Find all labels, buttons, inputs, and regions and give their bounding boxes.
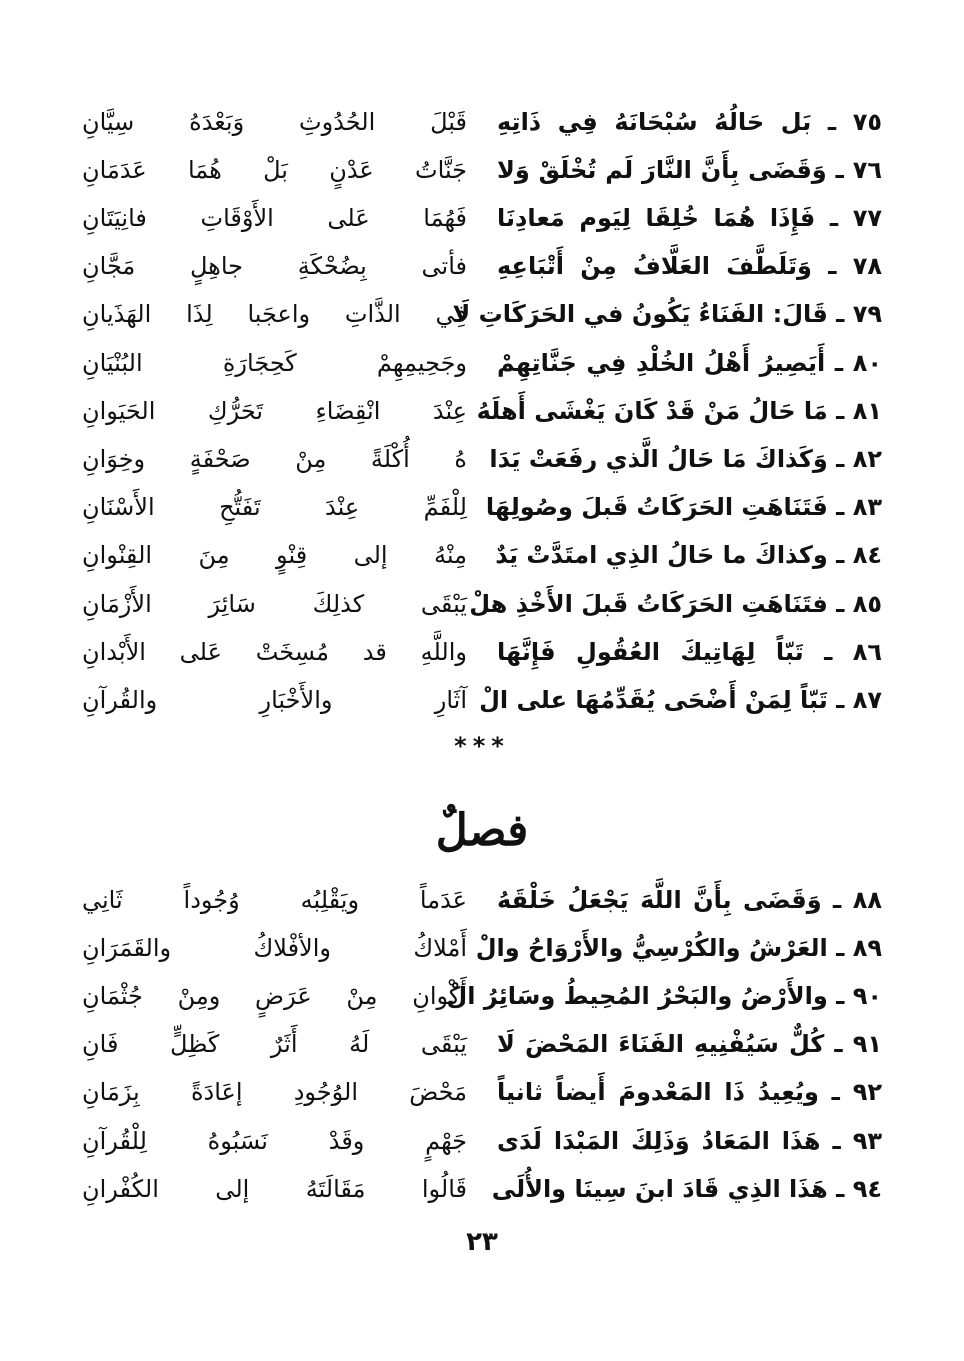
verse bbox=[82, 194, 882, 242]
verse bbox=[82, 676, 882, 724]
verse-second-hemistich: أَمْلاكُ والأفْلاكُ والقَمَرَانِ bbox=[82, 933, 467, 962]
verse-first-hemistich: ٧٨ ـ وَتَلَطَّفَ العَلَّافُ مِنْ أَتْبَاعِهِ bbox=[497, 252, 882, 281]
verse bbox=[82, 98, 882, 146]
verse-second-hemistich: مَحْضَ الوُجُودِ إعَادَةً بِزَمَانِ bbox=[82, 1078, 467, 1107]
verse-second-hemistich: قَالُوا مَقَالَتَهُ إلى الكُفْرانِ bbox=[82, 1174, 467, 1203]
verse-second-hemistich: فأتى بِضُحْكَةِ جاهِلٍ مَجَّانِ bbox=[82, 252, 467, 281]
verse-first-hemistich: ٩٢ ـ ويُعِيدُ ذَا المَعْدومَ أَيضاً ثانياً bbox=[497, 1078, 882, 1107]
verse-second-hemistich: واللَّهِ قد مُسِخَتْ عَلى الأَبْدانِ bbox=[82, 637, 467, 666]
verse bbox=[82, 387, 882, 435]
verse-first-hemistich: ٨٠ ـ أَيَصِيرُ أَهْلُ الخُلْدِ فِي جَنَّاتِهِمْ bbox=[497, 348, 882, 377]
verse-second-hemistich: آثَارِ والأَخْبَارِ والقُرآنِ bbox=[82, 685, 467, 714]
verse bbox=[82, 146, 882, 194]
verse bbox=[82, 876, 882, 924]
verse-first-hemistich: ٨٧ ـ تَبّاً لِمَنْ أَضْحَى يُقَدِّمُهَا على الْ bbox=[479, 685, 882, 714]
verse-second-hemistich: جَهْمٍ وقَدْ نَسَبُوهُ لِلْقُرآنِ bbox=[82, 1126, 467, 1155]
poem-block-top bbox=[82, 98, 882, 724]
verse-first-hemistich: ٧٩ ـ قَالَ: الفَنَاءُ يَكُونُ في الحَرَكَاتِ لَا bbox=[452, 300, 882, 329]
verse-second-hemistich: يَبْقَى لَهُ أَثَرٌ كَظِلٍّ فَانِ bbox=[82, 1030, 467, 1059]
verse bbox=[82, 580, 882, 628]
verse-first-hemistich: ٨٨ ـ وَقَضَى بِأَنَّ اللَّهَ يَجْعَلُ خَلْقَهُ bbox=[497, 885, 882, 914]
verse bbox=[82, 972, 882, 1020]
verse-first-hemistich: ٨١ ـ مَا حَالُ مَنْ قَدْ كَانَ يَغْشَى أَهلَهُ bbox=[476, 396, 882, 425]
verse-first-hemistich: ٨٥ ـ فتَنَاهَتِ الحَرَكَاتُ قَبلَ الأَخْذِ هلْ bbox=[469, 589, 882, 618]
verse-second-hemistich: هُ أُكْلَةً مِنْ صَحْفَةٍ وخِوَانِ bbox=[82, 445, 467, 473]
verse-first-hemistich: ٧٦ ـ وَقَضَى بِأَنَّ النَّارَ لَم تُخْلَقْ وَلا bbox=[497, 155, 882, 184]
verse-second-hemistich: قَبْلَ الحُدُوثِ وَبَعْدَهُ سِيَّانِ bbox=[82, 107, 467, 136]
verse bbox=[82, 1117, 882, 1165]
verse-first-hemistich: ٧٥ ـ بَل حَالُهُ سُبْحَانَهُ فِي ذَاتِهِ bbox=[497, 107, 882, 136]
verse-first-hemistich: ٨٢ ـ وَكَذاكَ مَا حَالُ الَّذي رفَعَتْ يَدَا bbox=[489, 445, 882, 473]
poem-block-bottom bbox=[82, 876, 882, 1213]
verse-second-hemistich: فِي الذَّاتِ واعجَبا لِذَا الهَذَيانِ bbox=[82, 300, 467, 329]
verse-first-hemistich: ٩١ ـ كُلٌّ سَيُفْنِيهِ الفَنَاءَ المَحْضَ لَا bbox=[497, 1030, 882, 1059]
verse-first-hemistich: ٩٣ ـ هَذَا المَعَادُ وَذَلِكَ المَبْدَا لَدَى bbox=[497, 1126, 882, 1155]
verse-first-hemistich: ٩٤ ـ هَذَا الذِي قَادَ ابنَ سِينَا والأُلَى bbox=[491, 1174, 882, 1203]
verse bbox=[82, 1069, 882, 1117]
verse-second-hemistich: أَكْوانِ مِنْ عَرَضٍ ومِنْ جُثْمَانِ bbox=[82, 982, 467, 1011]
verse-first-hemistich: ٨٤ ـ وكذاكَ ما حَالُ الذِي امتَدَّتْ يَدٌ bbox=[495, 541, 882, 570]
verse-second-hemistich: وجَحِيمِهِمْ كَحِجَارَةِ البُنْيَانِ bbox=[82, 348, 467, 377]
verse bbox=[82, 243, 882, 291]
verse bbox=[82, 435, 882, 483]
verse bbox=[82, 484, 882, 532]
verse bbox=[82, 291, 882, 339]
verse-second-hemistich: مِنْهُ إلى قِنْوٍ مِنَ القِنْوانِ bbox=[82, 541, 467, 570]
verse-second-hemistich: عَدَماً ويَقْلِبُه وُجُوداً ثَانِي bbox=[82, 885, 467, 914]
verse-first-hemistich: ٧٧ ـ فَإِذَا هُمَا خُلِقَا لِيَوم مَعادِنَا bbox=[497, 204, 882, 233]
verse bbox=[82, 924, 882, 972]
verse-second-hemistich: يَبْقَى كذلِكَ سَائِرَ الأَزْمَانِ bbox=[82, 589, 467, 618]
verse bbox=[82, 628, 882, 676]
verse-second-hemistich: فَهُمَا عَلى الأَوْقَاتِ فانِيَتَانِ bbox=[82, 204, 467, 233]
verse-second-hemistich: جَنَّاتُ عَدْنٍ بَلْ هُمَا عَدَمَانِ bbox=[82, 155, 467, 184]
section-title: فصلٌ bbox=[435, 805, 529, 856]
section-separator: *** bbox=[454, 732, 510, 760]
page-number: ٢٣ bbox=[466, 1227, 498, 1257]
verse-second-hemistich: عِنْدَ انْقِضَاءِ تَحَرُّكِ الحَيَوانِ bbox=[82, 396, 467, 425]
verse-first-hemistich: ٨٩ ـ العَرْشُ والكُرْسِيُّ والأَرْوَاحُ والْ bbox=[475, 933, 882, 962]
verse-second-hemistich: لِلْفَمِّ عِنْدَ تَفَتُّحِ الأَسْنَانِ bbox=[82, 493, 467, 522]
verse-first-hemistich: ٩٠ ـ والأَرْضُ والبَحْرُ المُحِيطُ وسَائِرُ الْ bbox=[446, 982, 882, 1011]
verse bbox=[82, 532, 882, 580]
verse bbox=[82, 339, 882, 387]
verse-first-hemistich: ٨٦ ـ تَبّاً لِهَاتِيكَ العُقُولِ فَإِنَّهَا bbox=[497, 637, 882, 666]
verse bbox=[82, 1165, 882, 1213]
verse bbox=[82, 1021, 882, 1069]
verse-first-hemistich: ٨٣ ـ فَتَنَاهَتِ الحَرَكَاتُ قَبلَ وصُولِهَا bbox=[485, 493, 882, 522]
